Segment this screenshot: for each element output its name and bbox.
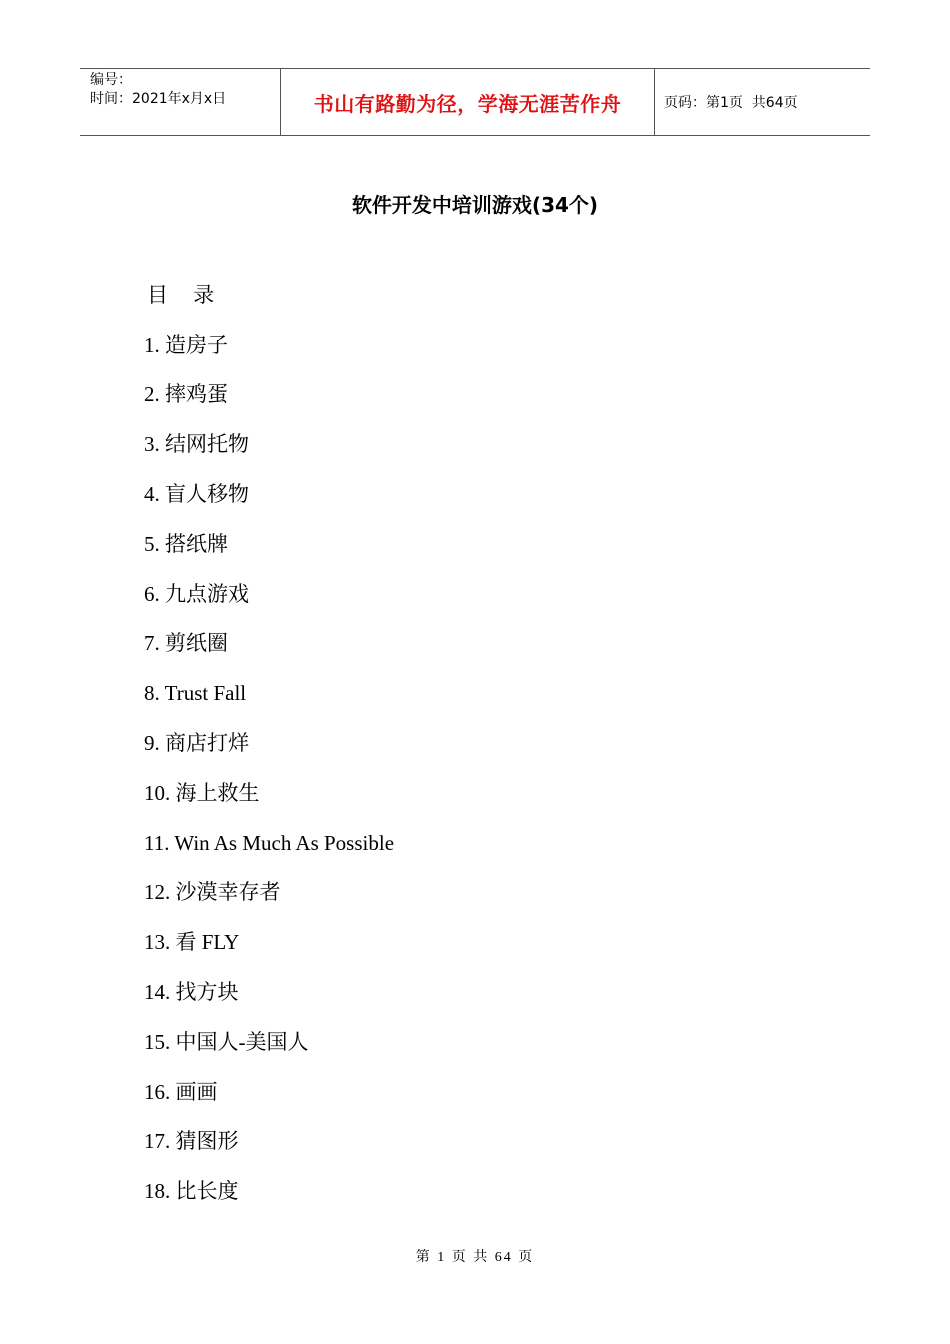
toc-item: 4. 盲人移物 bbox=[144, 482, 249, 507]
toc-item: 2. 摔鸡蛋 bbox=[144, 382, 228, 407]
toc-item: 10. 海上救生 bbox=[144, 780, 260, 805]
toc-item: 16. 画画 bbox=[144, 1079, 218, 1104]
toc-list bbox=[144, 331, 394, 1206]
toc-item: 5. 搭纸牌 bbox=[144, 531, 228, 556]
toc-item: 12. 沙漠幸存者 bbox=[144, 880, 281, 905]
toc-item: 13. 看 FLY bbox=[144, 930, 240, 955]
header-motto-cell bbox=[281, 69, 655, 135]
header-page-info: 页码：第1页 共64页 bbox=[664, 95, 798, 111]
page-header bbox=[80, 68, 870, 136]
page-footer: 第 1 页 共 64 页 bbox=[415, 1250, 535, 1265]
table-of-contents bbox=[144, 281, 394, 1227]
header-page-cell bbox=[655, 69, 870, 135]
toc-item: 6. 九点游戏 bbox=[144, 581, 249, 606]
toc-item: 18. 比长度 bbox=[144, 1179, 239, 1204]
document-title: 软件开发中培训游戏(34个) bbox=[351, 193, 599, 217]
toc-item: 7. 剪纸圈 bbox=[144, 631, 228, 656]
motto-text: 书山有路勤为径，学海无涯苦作舟 bbox=[313, 91, 622, 116]
toc-item: 3. 结网托物 bbox=[144, 432, 249, 457]
toc-item: 14. 找方块 bbox=[144, 980, 239, 1005]
number-label: 编号： bbox=[90, 72, 132, 88]
toc-item: 8. Trust Fall bbox=[144, 681, 247, 706]
toc-item: 15. 中国人-美国人 bbox=[144, 1029, 309, 1054]
toc-heading: 目 录 bbox=[147, 283, 225, 307]
toc-item: 1. 造房子 bbox=[144, 332, 228, 357]
toc-item: 9. 商店打烊 bbox=[144, 731, 249, 756]
toc-item: 17. 猜图形 bbox=[144, 1129, 239, 1154]
toc-item: 11. Win As Much As Possible bbox=[144, 830, 395, 855]
time-label: 时间：2021年x月x日 bbox=[90, 91, 227, 107]
header-meta-cell bbox=[80, 69, 281, 135]
